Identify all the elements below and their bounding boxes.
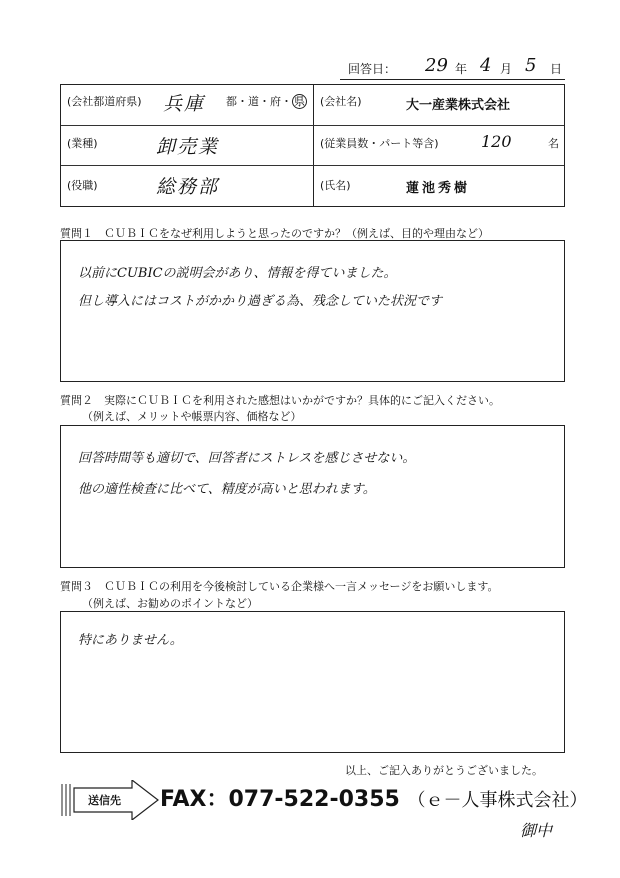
- fax-line: [160, 782, 588, 813]
- grid-divider: [313, 85, 314, 206]
- answer-1-line-1: 以前にCUBICの説明会があり、情報を得ていました。: [78, 266, 397, 281]
- prefecture-label: (会社都道府県): [67, 95, 142, 108]
- answer-1-line-2: 但し導入にはコストがかかり過ぎる為、残念していた状況です: [78, 294, 443, 309]
- position-label: (役職): [67, 179, 98, 192]
- info-grid: [60, 84, 565, 207]
- date-year: 29: [425, 55, 448, 76]
- grid-row-line: [61, 165, 564, 166]
- company-value: 大一産業株式会社: [406, 98, 511, 113]
- question-3-label: 質問３ ＣＵＢＩＣの利用を今後検討している企業様へ一言メッセージをお願いします。: [60, 580, 499, 593]
- fax-number: FAX：077-522-0355: [160, 787, 400, 812]
- name-value: 蓮池秀樹: [406, 181, 471, 196]
- employees-label: (従業員数・パート等含): [320, 137, 439, 150]
- employees-unit: 名: [548, 137, 559, 150]
- question-3-sub: （例えば、お勧めのポイントなど）: [82, 597, 258, 610]
- employees-value: 120: [481, 132, 512, 151]
- fax-section: [60, 770, 588, 820]
- prefecture-options: [226, 93, 307, 109]
- honorific-handwritten: 御中: [520, 821, 553, 840]
- thanks-text: 以上、ご記入ありがとうございました。: [345, 764, 543, 777]
- answer-date: [340, 55, 570, 78]
- prefecture-circled: 県: [294, 95, 305, 108]
- grid-row-line: [61, 125, 564, 126]
- date-month-unit: 月: [500, 62, 513, 76]
- answer-2-line-1: 回答時間等も適切で、回答者にストレスを感じさせない。: [78, 451, 416, 466]
- position-value: 総務部: [156, 176, 220, 198]
- question-1-label: 質問１ ＣＵＢＩＣをなぜ利用しようと思ったのですか？（例えば、目的や理由など）: [60, 227, 489, 240]
- date-month: 4: [480, 55, 492, 76]
- industry-value: 卸売業: [156, 136, 220, 158]
- prefecture-suffix: 都・道・府・: [226, 95, 292, 108]
- question-2-label: 質問２ 実際にＣＵＢＩＣを利用された感想はいかがですか？具体的にご記入ください。: [60, 394, 500, 407]
- question-2-sub: （例えば、メリットや帳票内容、価格など）: [82, 410, 302, 423]
- company-label: (会社名): [320, 95, 362, 108]
- prefecture-value: 兵庫: [163, 93, 206, 115]
- name-label: (氏名): [320, 179, 351, 192]
- date-label: 回答日：: [348, 62, 397, 76]
- answer-3-line-1: 特にありません。: [78, 633, 183, 648]
- date-day-unit: 日: [550, 62, 563, 76]
- answer-2-line-2: 他の適性検査に比べて、精度が高いと思われます。: [78, 482, 376, 497]
- fax-company: （ｅ－人事株式会社）: [407, 790, 588, 811]
- date-day: 5: [525, 55, 537, 76]
- date-year-unit: 年: [455, 62, 468, 76]
- industry-label: (業種): [67, 137, 98, 150]
- date-underline: [340, 79, 565, 80]
- send-to-label: 送信先: [88, 794, 121, 807]
